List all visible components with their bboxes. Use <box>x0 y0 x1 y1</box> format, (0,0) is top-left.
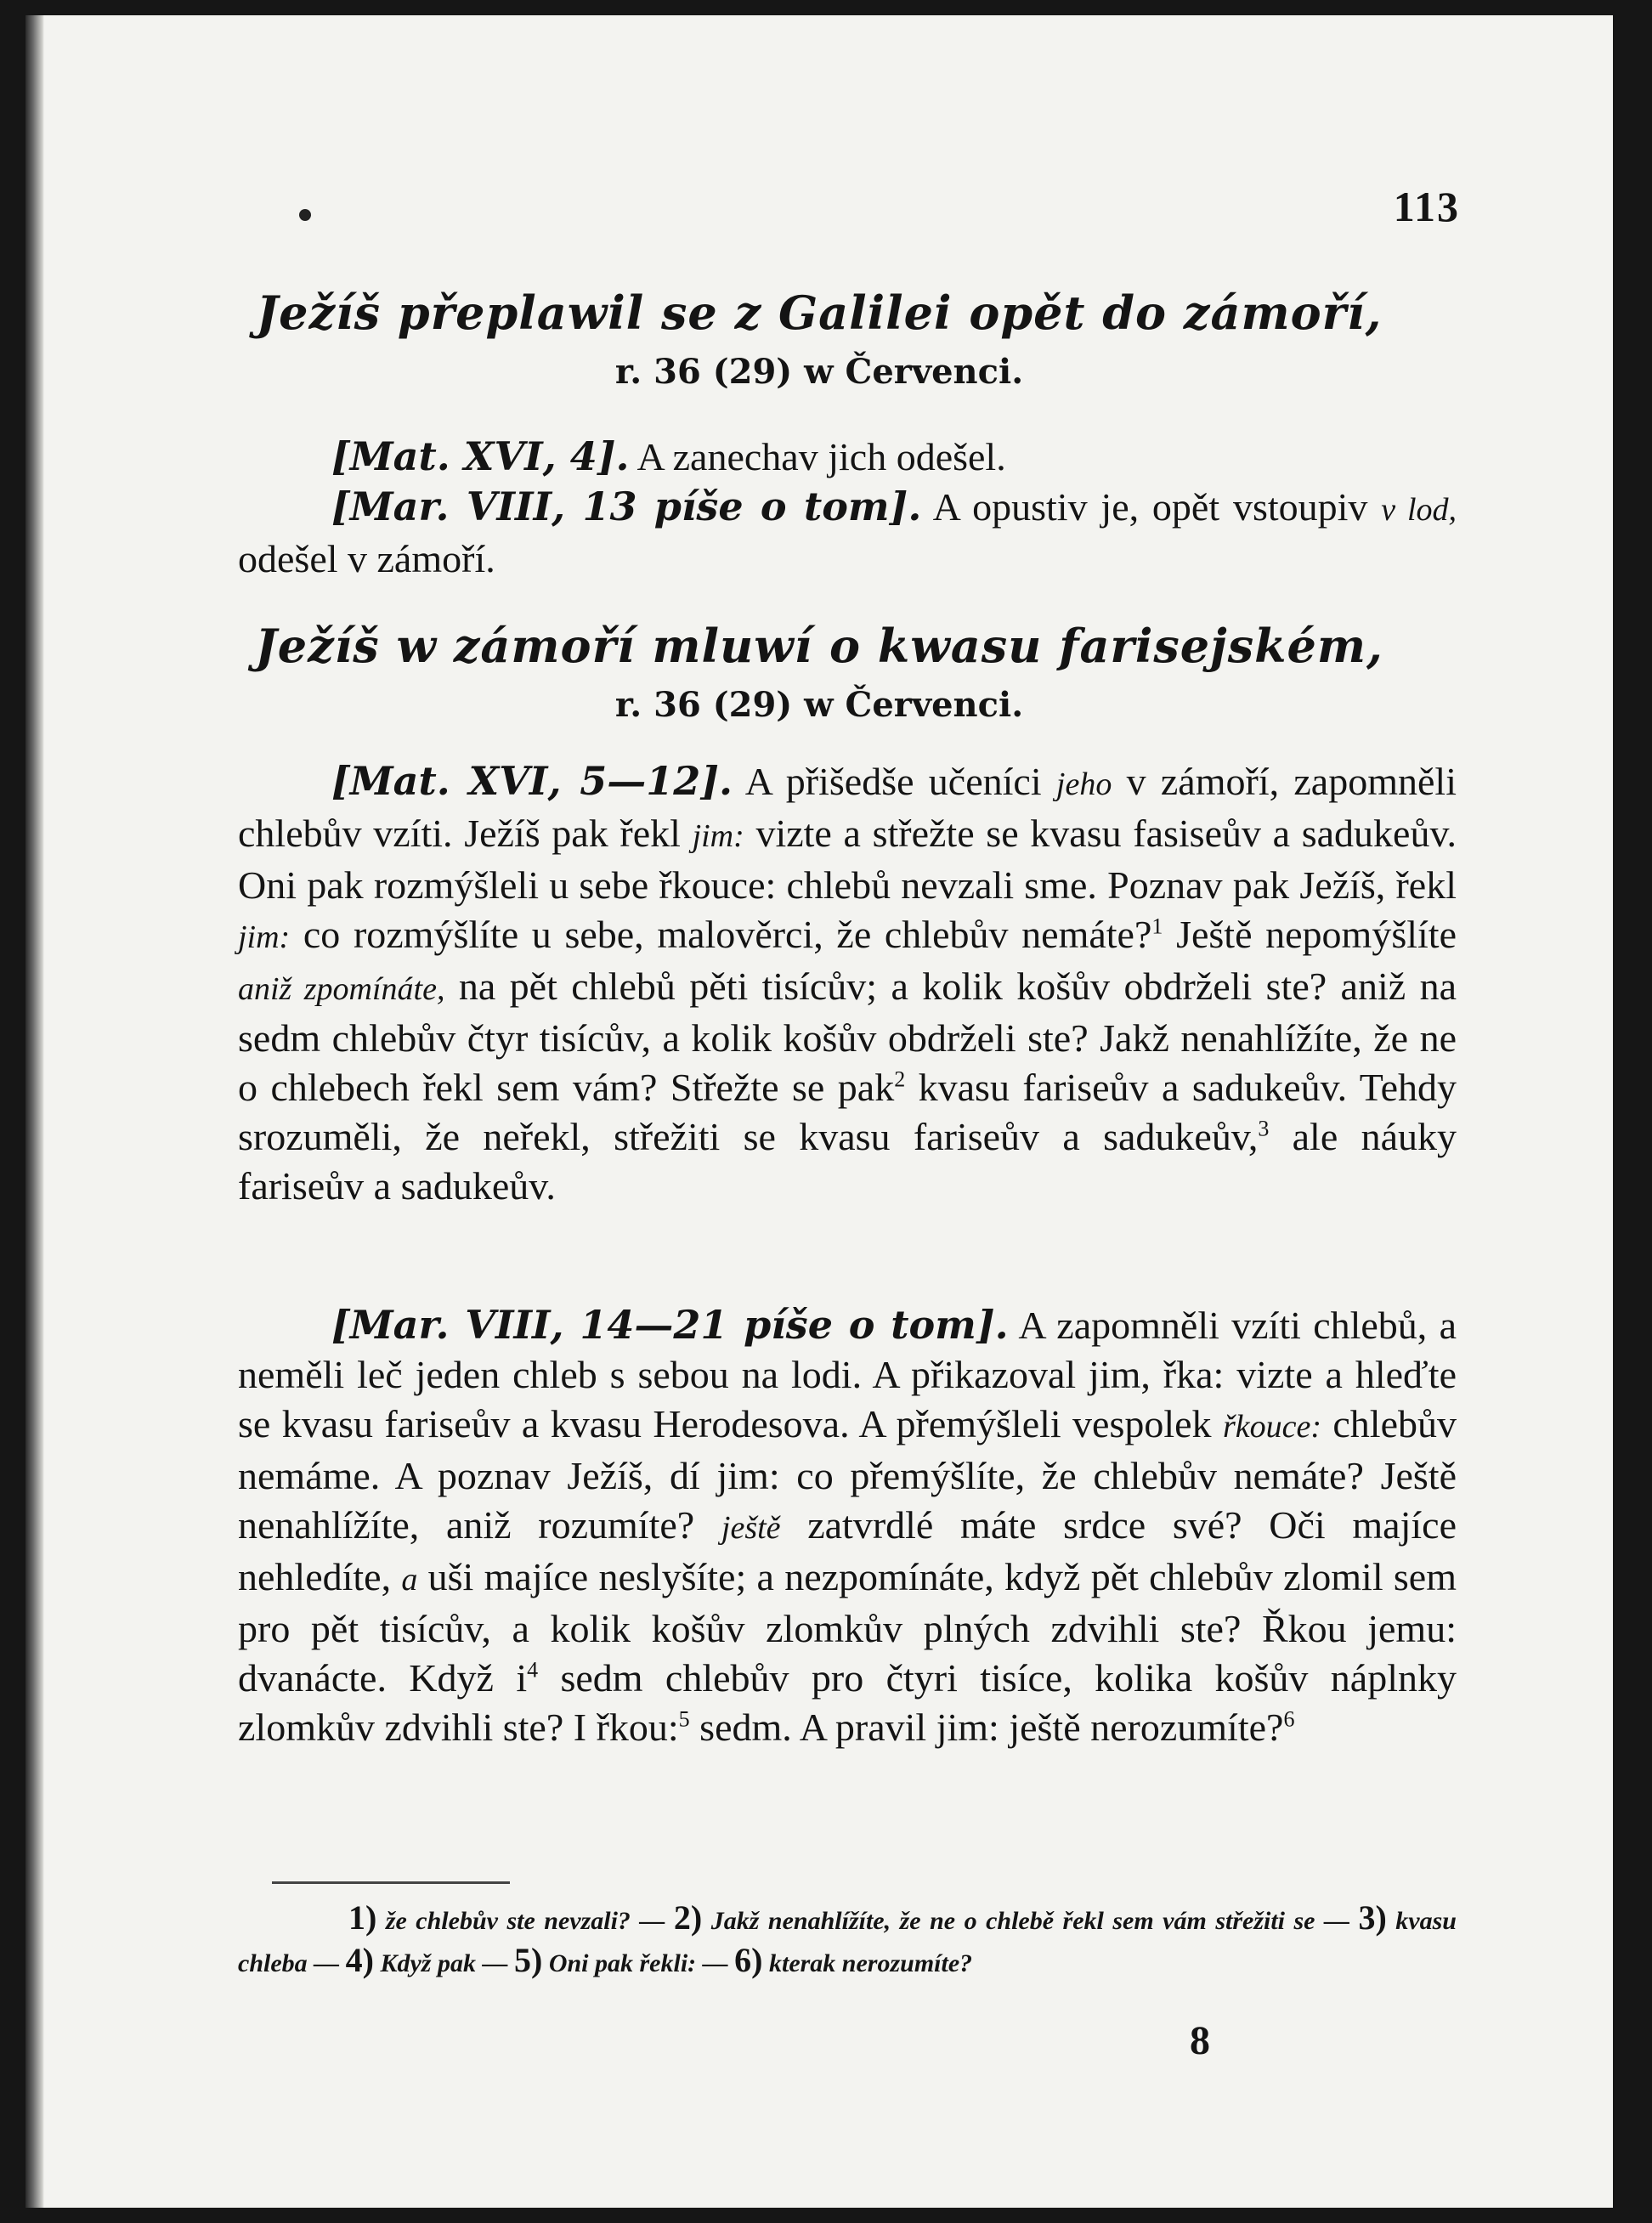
footnote-list <box>238 1898 1457 1983</box>
section-1-body <box>238 432 1457 584</box>
reference: [Mat. XVI, 4]. <box>331 433 630 479</box>
signature-mark: 8 <box>1190 2018 1210 2063</box>
text-span: A přišedše učeníci <box>733 760 1056 803</box>
text-span: aniž zpomínáte, <box>238 971 445 1007</box>
text-span: sedm. A pravil jim: ještě nerozumíte? <box>689 1705 1284 1749</box>
text-span: jeho <box>1055 766 1112 802</box>
text-span: A zanechav jich odešel. <box>629 435 1006 478</box>
text-span: ještě <box>721 1510 781 1546</box>
text-span: A opustiv je, opět vstoupiv <box>921 485 1368 529</box>
section-heading-2 <box>25 619 1613 725</box>
reference: [Mar. VIII, 14—21 píše o tom]. <box>331 1302 1009 1348</box>
section-title-1: Ježíš přeplawil se z Galilei opět do zámoří, <box>256 286 1383 340</box>
section-heading-1 <box>25 286 1613 392</box>
footnote-marker: 3 <box>1258 1116 1270 1141</box>
reference: [Mat. XVI, 5—12]. <box>331 758 733 804</box>
section-date-1: r. 36 (29) w Červenci. <box>614 352 1024 392</box>
text-span: Jakž nenahlížíte, že ne o chlebě řekl sem vám střežiti se — <box>702 1907 1359 1935</box>
footnotes <box>238 1898 1457 1983</box>
text-span: jim: <box>238 919 291 955</box>
text-span: kterak nerozumíte? <box>762 1949 973 1977</box>
text-span: uši majíce neslyšíte; a nezpomínáte, když pět chlebův zlomil sem pro pět tisícův, a kolik košův zlomkův plných zdvihli ste? Řkou jemu: dvanácte. Když i <box>238 1555 1457 1700</box>
text-span: v lod, <box>1381 492 1457 528</box>
text-span: 6) <box>734 1941 763 1979</box>
section-2-body <box>238 756 1457 1211</box>
text-span: Oni pak řekli: — <box>542 1949 735 1977</box>
section-date-2: r. 36 (29) w Červenci. <box>614 685 1024 725</box>
text-span: řkouce: <box>1222 1409 1321 1445</box>
text-span: vizte a střežte se kvasu fasiseův a sadukeův. Oni pak rozmýšleli u sebe řkouce: chlebů nevzali sme. Poznav pak Ježíš, řekl <box>238 812 1457 907</box>
text-span: na pět chlebů pěti tisícův; a kolik košův obdrželi ste? aniž na sedm chlebův čtyr tisícův, a kolik košův obdrželi ste? Jakž nenahlížíte, že ne o chlebech řekl sem vám? Střežte se pak <box>238 964 1457 1109</box>
ink-dot <box>299 209 311 221</box>
paragraph-mat-xvi-4 <box>238 432 1457 482</box>
footnote-marker: 2 <box>894 1066 906 1092</box>
text-span: zatvrdlé máte srdce své? Oči majíce nehledíte, <box>238 1503 1457 1598</box>
scanned-page <box>25 15 1613 2208</box>
text-span: 1) <box>348 1898 377 1937</box>
footnote-marker: 5 <box>678 1706 690 1732</box>
footnote-divider <box>272 1881 510 1884</box>
text-span: chlebův nemáme. A poznav Ježíš, dí jim: co přemýšlíte, že chlebův nemáte? Ještě nenahlížíte, aniž rozumíte? <box>238 1402 1457 1547</box>
footnote-marker: 6 <box>1283 1706 1295 1732</box>
text-span: 4) <box>345 1941 374 1979</box>
text-span: 3) <box>1358 1898 1387 1937</box>
paragraph-mar-viii-14-21 <box>238 1300 1457 1752</box>
text-span: a <box>401 1562 418 1598</box>
text-span: v zámoří, zapomněli chlebův vzíti. Ježíš pak řekl <box>238 760 1457 855</box>
text-span: Ještě nepomýšlíte <box>1163 913 1457 956</box>
text-span: že chlebův ste nevzali? — <box>376 1907 674 1935</box>
paragraph-mar-viii-13 <box>238 482 1457 584</box>
text-span: 5) <box>513 1941 543 1979</box>
section-title-2: Ježíš w zámoří mluwí o kwasu farisejském, <box>255 619 1383 673</box>
text-span: odešel v zámoří. <box>238 537 495 580</box>
page-number: 113 <box>1393 183 1460 230</box>
text-span: ale náuky fariseův a sadukeův. <box>238 1115 1457 1208</box>
text-span: co rozmýšlíte u sebe, malověrci, že chlebův nemáte? <box>290 913 1152 956</box>
paragraph-mat-xvi-5-12 <box>238 756 1457 1211</box>
text-span: 2) <box>673 1898 703 1937</box>
section-3-body <box>238 1300 1457 1752</box>
text-span: jim: <box>692 818 744 854</box>
footnote-marker: 1 <box>1151 914 1163 939</box>
text-span: kvasu fariseův a sadukeův. Tehdy srozuměli, že neřekl, střežiti se kvasu fariseův a sadukeův, <box>238 1066 1457 1158</box>
footnote-marker: 4 <box>527 1657 539 1683</box>
text-span: kvasu chleba — <box>238 1907 1457 1977</box>
text-span: Když pak — <box>373 1949 514 1977</box>
text-span: sedm chlebův pro čtyri tisíce, kolika košův náplnky zlomkův zdvihli ste? I řkou: <box>238 1656 1457 1749</box>
text-span: A zapomněli vzíti chlebů, a neměli leč jeden chleb s sebou na lodi. A přikazoval jim, řka: vizte a hleďte se kvasu fariseův a kvasu Herodesova. A přemýšleli vespolek <box>238 1304 1457 1445</box>
reference: [Mar. VIII, 13 píše o tom]. <box>331 484 922 529</box>
